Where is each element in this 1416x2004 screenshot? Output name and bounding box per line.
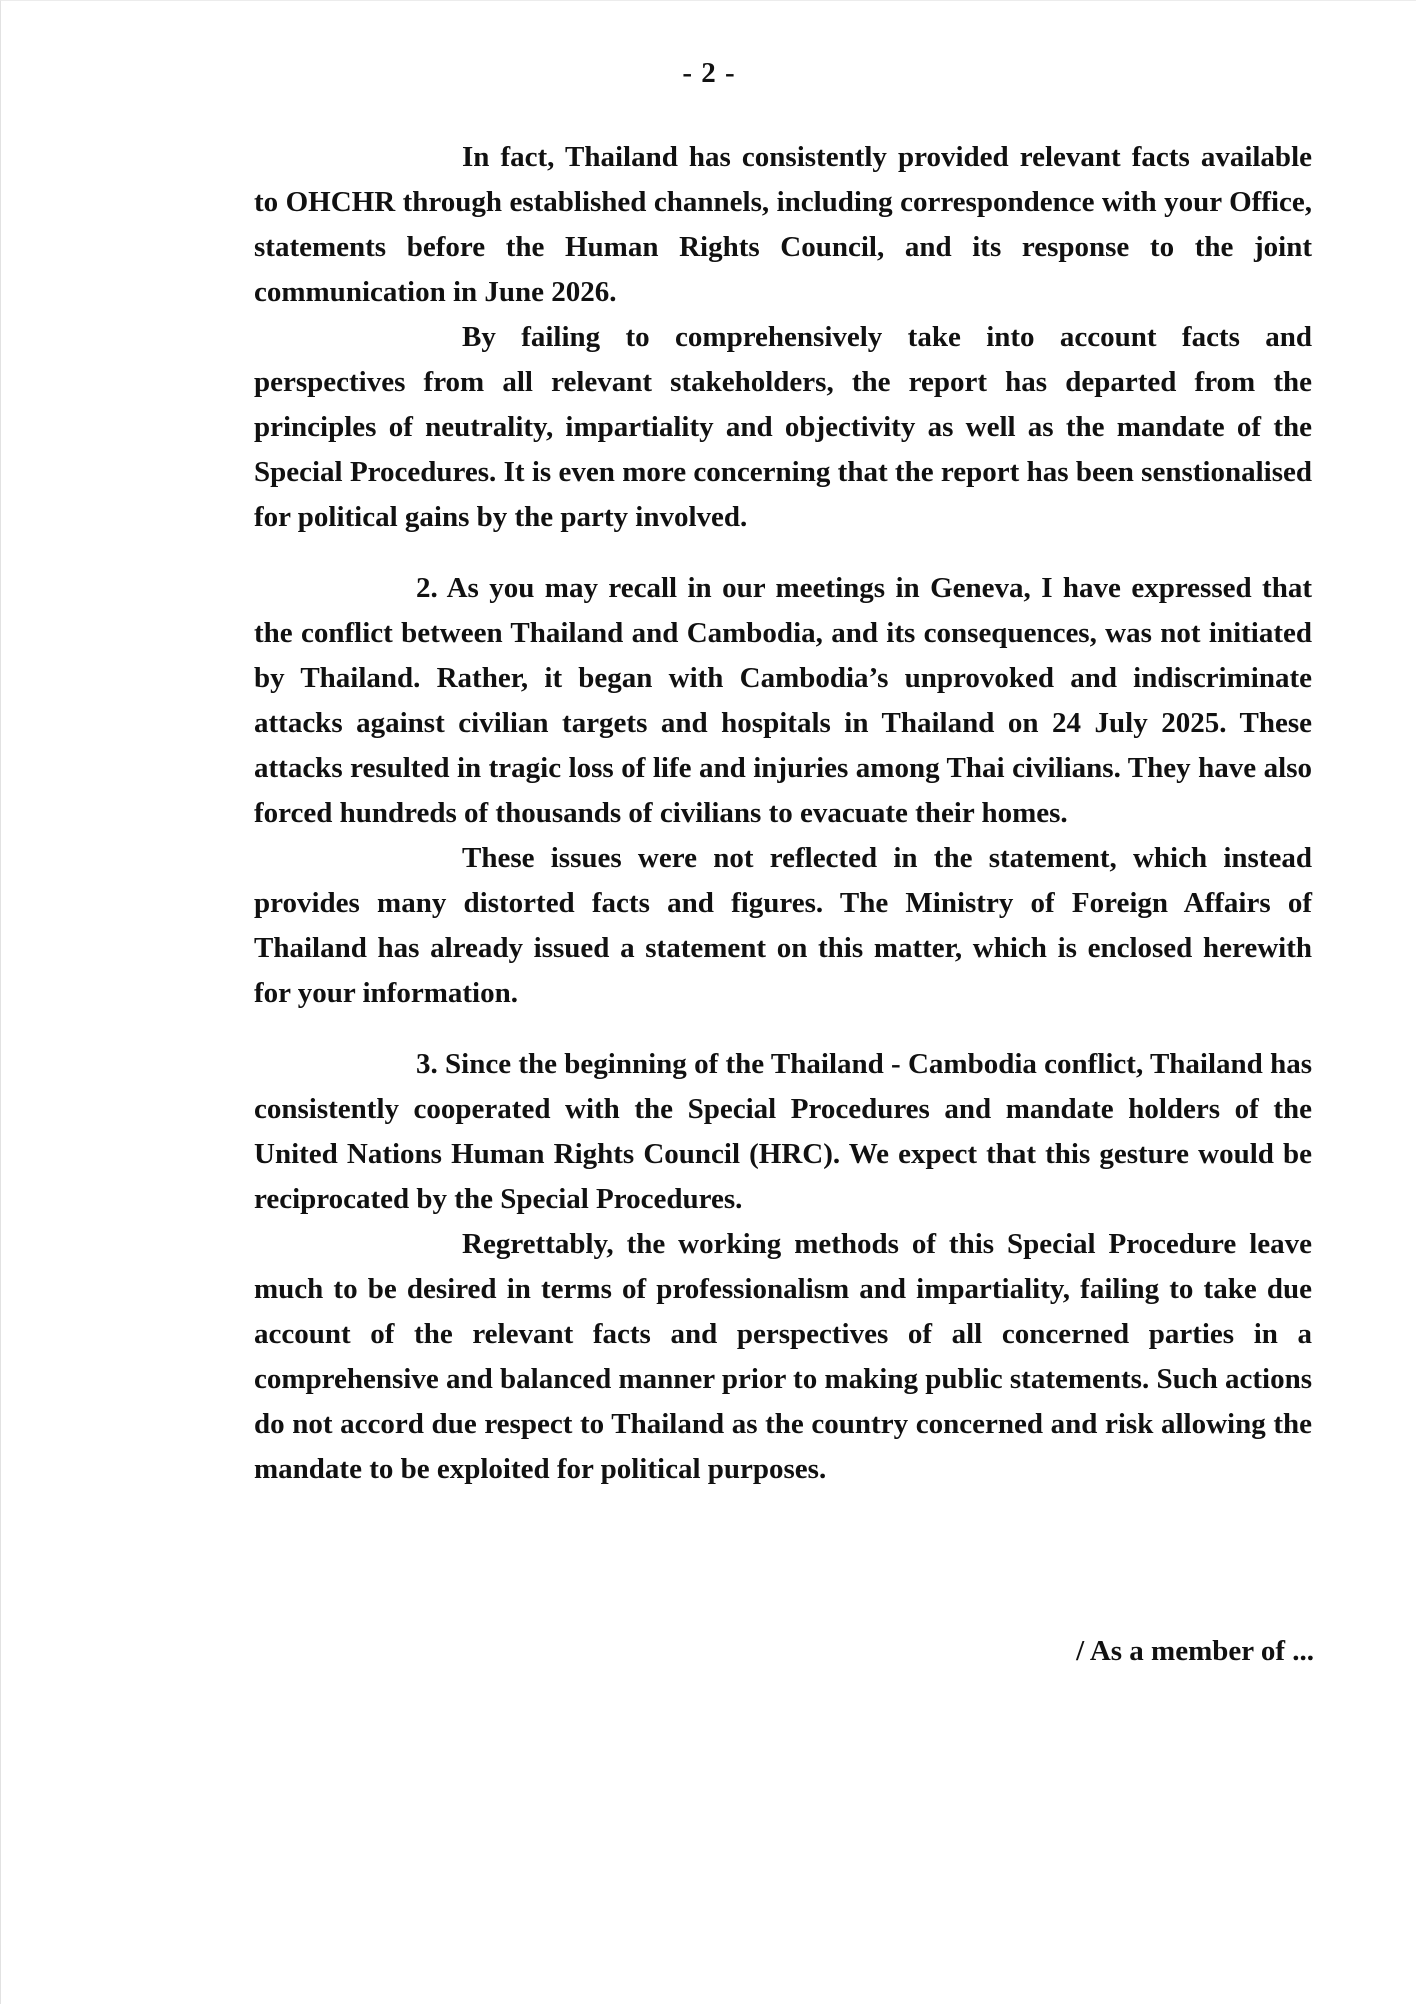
paragraph-2-conflict-origin: 2. As you may recall in our meetings in Geneva, I have expressed that the conflict between Thailand and Cambodia, and its consequences, was not initiated by Thailand. Rather, it began with Cambodia’s unprovoked and indiscriminate attacks against civilian targets and hospitals in Thailand on 24 July 2025. These attacks resulted in tragic loss of life and injuries among Thai civilians. They have also forced hundreds of thousands of civilians to evacuate their homes.	[254, 572, 1312, 829]
letter-body	[254, 135, 1312, 1492]
paragraph-report-departure: By failing to comprehensively take into account facts and perspectives from all relevant stakeholders, the report has departed from the principles of neutrality, impartiality and objectivity as well as the mandate of the Special Procedures. It is even more concerning that the report has been senstionalised for political gains by the party involved.	[254, 321, 1312, 533]
paragraph-facts-provided: In fact, Thailand has consistently provided relevant facts available to OHCHR through established channels, including correspondence with your Office, statements before the Human Rights Council, and its response to the joint communication in June 2026.	[254, 141, 1312, 308]
paragraph-statement-distortion: These issues were not reflected in the statement, which instead provides many distorted facts and figures. The Ministry of Foreign Affairs of Thailand has already issued a statement on this matter, which is enclosed herewith for your information.	[254, 842, 1312, 1009]
page-number: - 2 -	[682, 57, 736, 89]
paragraph-3-cooperation: 3. Since the beginning of the Thailand - Cambodia conflict, Thailand has consistently cooperated with the Special Procedures and mandate holders of the United Nations Human Rights Council (HRC). We expect that this gesture would be reciprocated by the Special Procedures.	[254, 1048, 1312, 1215]
continuation-marker: / As a member of ...	[1076, 1635, 1314, 1667]
paragraph-working-methods: Regrettably, the working methods of this Special Procedure leave much to be desired in terms of professionalism and impartiality, failing to take due account of the relevant facts and perspectives of all concerned parties in a comprehensive and balanced manner prior to making public statements. Such actions do not accord due respect to Thailand as the country concerned and risk allowing the mandate to be exploited for political purposes.	[254, 1228, 1312, 1485]
